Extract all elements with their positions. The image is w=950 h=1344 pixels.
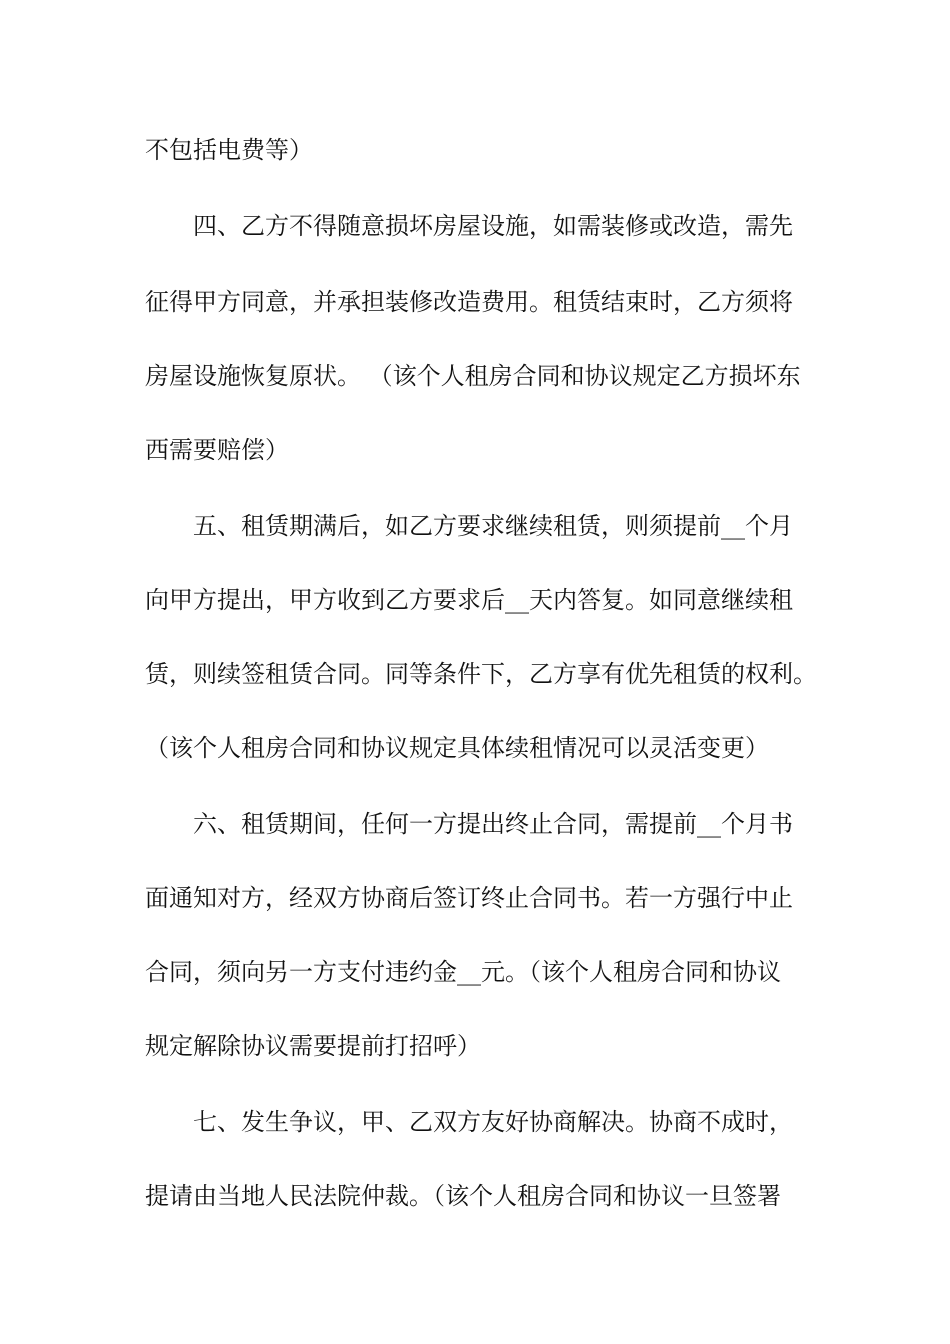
text-line: 向甲方提出，甲方收到乙方要求后__天内答复。如同意继续租 [145, 586, 793, 614]
clause-5-line: 五、租赁期满后，如乙方要求继续租赁，则须提前__个月 [193, 512, 793, 540]
text-line: 面通知对方，经双方协商后签订终止合同书。若一方强行中止 [145, 884, 793, 912]
text-line: 不包括电费等） [145, 136, 313, 164]
clause-4-line: 四、乙方不得随意损坏房屋设施，如需装修或改造，需先 [193, 212, 793, 240]
text-line: 赁，则续签租赁合同。同等条件下，乙方享有优先租赁的权利。 [145, 660, 817, 688]
text-line: （该个人租房合同和协议规定具体续租情况可以灵活变更） [145, 734, 769, 762]
clause-7-line: 七、发生争议，甲、乙双方友好协商解决。协商不成时， [193, 1108, 793, 1136]
text-line: 合同，须向另一方支付违约金__元。（该个人租房合同和协议 [145, 958, 781, 986]
text-line: 西需要赔偿） [145, 436, 289, 464]
clause-6-line: 六、租赁期间，任何一方提出终止合同，需提前__个月书 [193, 810, 793, 838]
text-line: 提请由当地人民法院仲裁。（该个人租房合同和协议一旦签署 [145, 1182, 781, 1210]
text-line: 房屋设施恢复原状。 （该个人租房合同和协议规定乙方损坏东 [145, 362, 801, 390]
text-line: 规定解除协议需要提前打招呼） [145, 1032, 481, 1060]
text-line: 征得甲方同意，并承担装修改造费用。租赁结束时，乙方须将 [145, 288, 793, 316]
